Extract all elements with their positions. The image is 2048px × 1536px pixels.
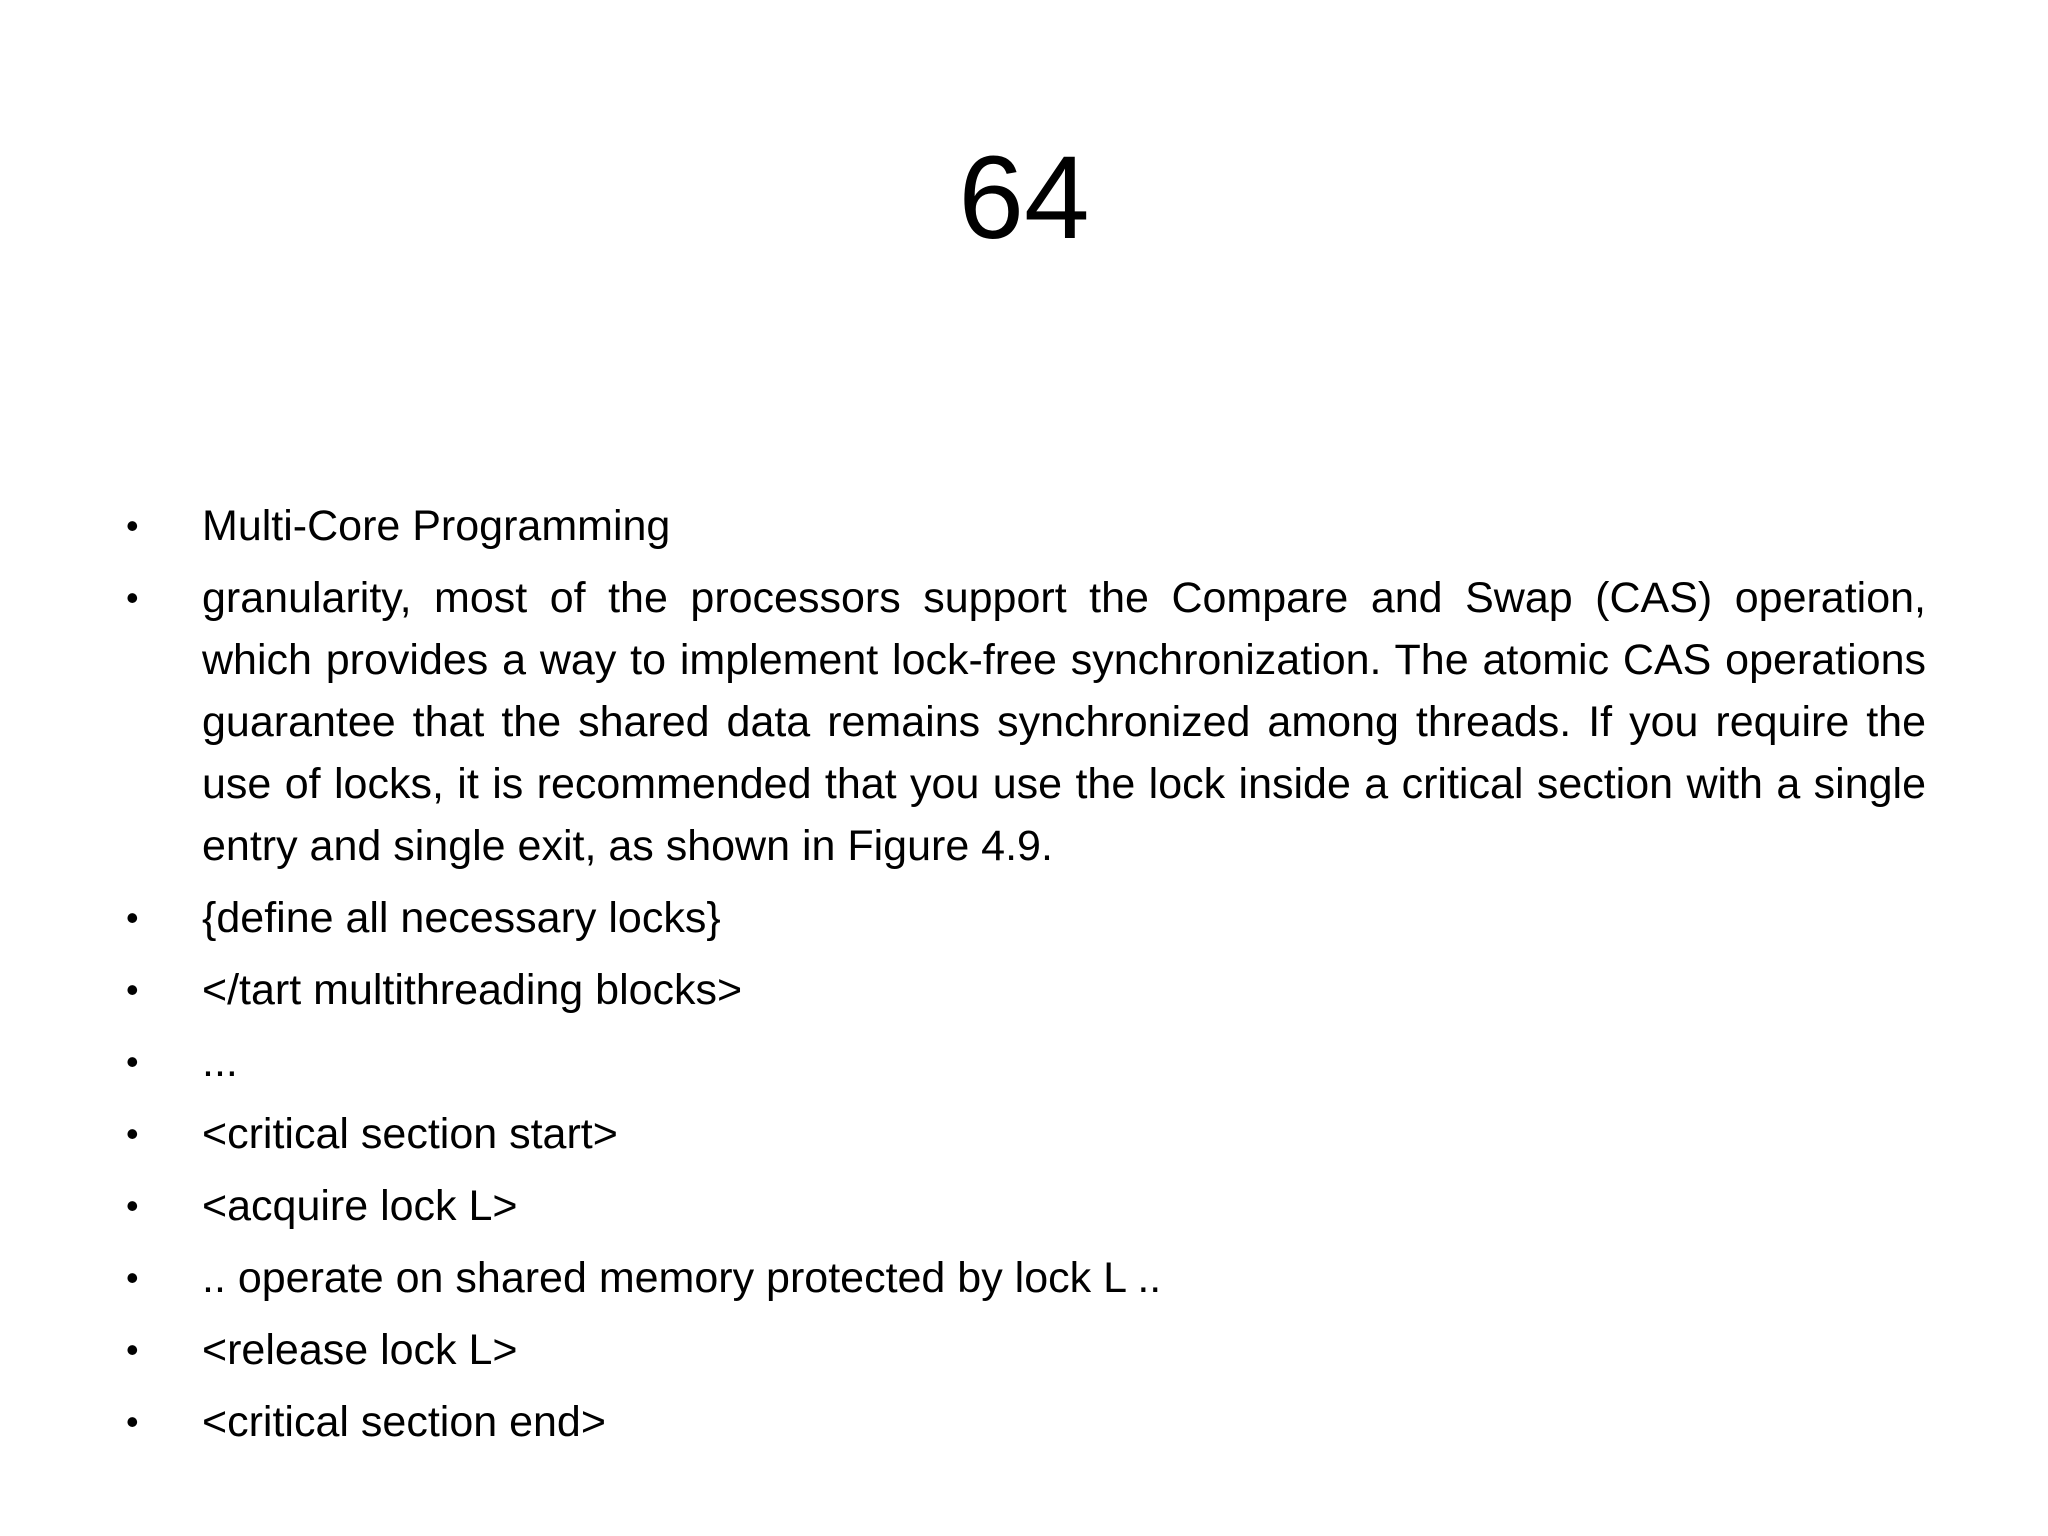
bullet-dot-icon: • bbox=[126, 505, 139, 546]
bullet-item bbox=[126, 1319, 1926, 1381]
bullet-text: ... bbox=[202, 1038, 238, 1086]
bullet-item bbox=[126, 1391, 1926, 1453]
bullet-dot-icon: • bbox=[126, 969, 139, 1010]
bullet-text: <critical section start> bbox=[202, 1110, 618, 1158]
bullet-item bbox=[126, 959, 1926, 1021]
bullet-dot-icon: • bbox=[126, 1185, 139, 1226]
bullet-text: </tart multithreading blocks> bbox=[202, 966, 743, 1014]
bullet-dot-icon: • bbox=[126, 897, 139, 938]
bullet-text: Multi-Core Programming bbox=[202, 502, 671, 550]
bullet-text: <release lock L> bbox=[202, 1326, 518, 1374]
bullet-item bbox=[126, 1247, 1926, 1309]
bullet-item bbox=[126, 495, 1926, 557]
bullet-dot-icon: • bbox=[126, 1257, 139, 1298]
bullet-text: {define all necessary locks} bbox=[202, 894, 721, 942]
bullet-dot-icon: • bbox=[126, 1329, 139, 1370]
bullet-item bbox=[126, 887, 1926, 949]
bullet-dot-icon: • bbox=[126, 1113, 139, 1154]
slide-title: 64 bbox=[958, 132, 1090, 264]
bullet-dot-icon: • bbox=[126, 1401, 139, 1442]
bullet-dot-icon: • bbox=[126, 577, 139, 618]
bullet-item bbox=[126, 567, 1938, 877]
bullet-text: <acquire lock L> bbox=[202, 1182, 518, 1230]
bullet-item bbox=[126, 1103, 1926, 1165]
bullet-text: .. operate on shared memory protected by lock L .. bbox=[202, 1254, 1162, 1302]
bullet-item bbox=[126, 1175, 1926, 1237]
bullet-text: <critical section end> bbox=[202, 1398, 606, 1446]
bullet-item bbox=[126, 1031, 1926, 1093]
bullet-dot-icon: • bbox=[126, 1041, 139, 1082]
bullet-list bbox=[126, 495, 1938, 1463]
bullet-text: granularity, most of the processors support the Compare and Swap (CAS) operation, which provides a way to implement lock-free synchronization. The atomic CAS operations guarantee that the shared data remains synchronized among threads. If you require the use of locks, it is recommended that you use the lock inside a critical section with a single entry and single exit, as shown in Figure 4.9. bbox=[202, 574, 1938, 870]
